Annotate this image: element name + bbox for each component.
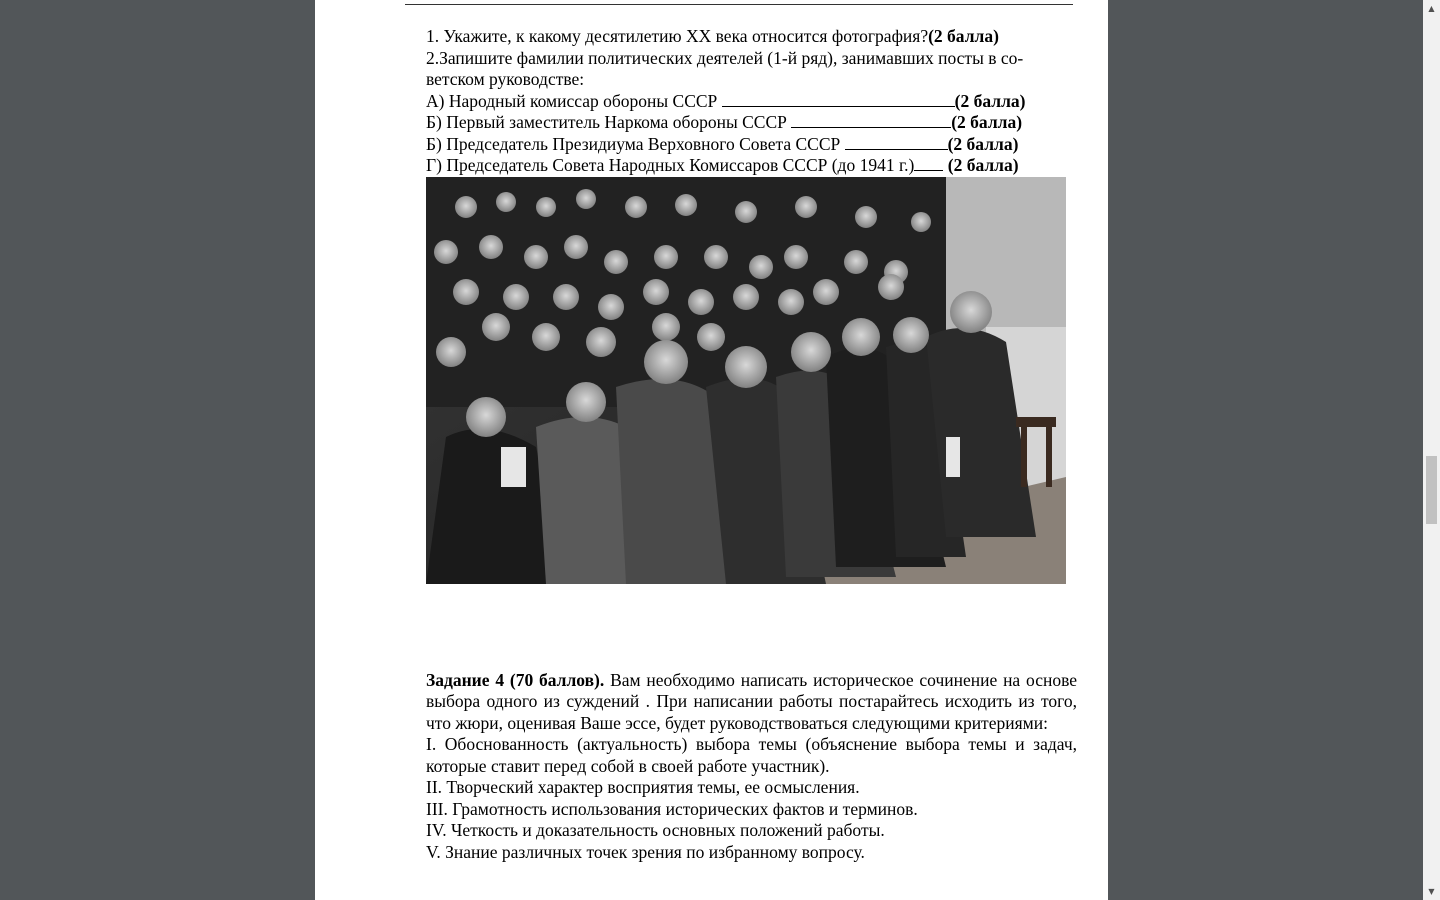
question-2-item-b1: [426, 112, 1077, 134]
question-1-points: (2 балла): [928, 26, 999, 46]
question-2-item-g: [426, 155, 1077, 177]
task-4-intro: [426, 670, 1077, 735]
criterion-3: III. Грамотность использования исторических фактов и терминов.: [426, 798, 918, 819]
item-g-text: Г) Председатель Совета Народных Комиссаров СССР (до 1941 г.): [426, 155, 915, 175]
answer-blank-b2[interactable]: [845, 134, 948, 150]
task-4-intro-text: Вам необходимо написать историческое сочинение на основе выбора одного из суждений . При написании работы постарайтесь исходить из того, что жюри, оценивая Ваше эссе, будет руководствоваться следующими критериями:: [426, 669, 1077, 733]
item-b2-text: Б) Председатель Президиума Верховного Совета СССР: [426, 133, 845, 154]
vertical-scrollbar[interactable]: [1423, 0, 1440, 900]
criterion-1: I. Обоснованность (актуальность) выбора темы (объяснение выбора темы и задач, которые ставит перед собой в своей работе участник).: [426, 734, 1077, 776]
header-rule: [405, 4, 1073, 5]
historical-photo: [426, 177, 1066, 584]
question-2-item-b2: [426, 134, 1077, 156]
question-1: [426, 26, 1077, 48]
scroll-down-arrow-icon[interactable]: ▼: [1428, 887, 1435, 896]
question-2-line-1: 2.Запишите фамилии политических деятелей (1-й ряд), занимавших посты в со-: [426, 47, 1024, 68]
item-g-points: (2 балла): [943, 155, 1019, 175]
criterion-2: II. Творческий характер восприятия темы, ее осмысления.: [426, 777, 860, 797]
criterion-5: V. Знание различных точек зрения по избранному вопросу.: [426, 841, 865, 862]
item-b1-text: Б) Первый заместитель Наркома обороны СССР: [426, 112, 792, 132]
answer-blank-g[interactable]: [914, 155, 943, 171]
item-a-text: А) Народный комиссар обороны СССР: [426, 90, 722, 111]
question-2-item-a: [426, 91, 1077, 113]
item-b1-points: (2 балла): [951, 112, 1023, 132]
document-page: [315, 0, 1108, 900]
item-a-points: (2 балла): [954, 90, 1026, 111]
item-b2-points: (2 балла): [947, 133, 1019, 154]
page-content: [426, 26, 1077, 863]
scrollbar-thumb[interactable]: [1426, 456, 1437, 524]
answer-blank-b1[interactable]: [791, 112, 951, 128]
question-1-text: 1. Укажите, к какому десятилетию XX века относится фотография?: [426, 26, 929, 46]
group-photo-image: [426, 177, 1066, 584]
scroll-up-arrow-icon[interactable]: ▲: [1428, 4, 1435, 13]
answer-blank-a[interactable]: [722, 91, 955, 107]
question-2-line-2: ветском руководстве:: [426, 69, 585, 89]
criterion-4: IV. Четкость и доказательность основных положений работы.: [426, 820, 885, 840]
task-4-heading: Задание 4 (70 баллов).: [426, 669, 605, 690]
